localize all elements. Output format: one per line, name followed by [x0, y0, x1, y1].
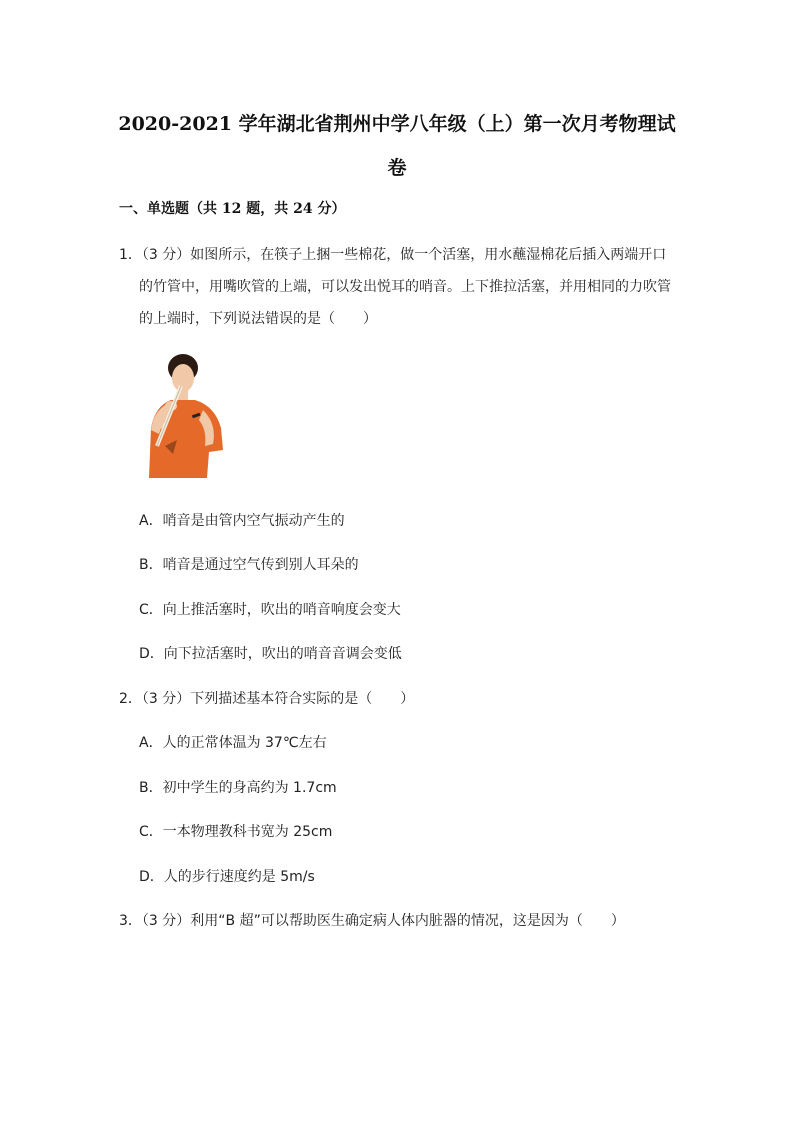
question-2-option-d: D．人的步行速度约是 5m/s [139, 869, 315, 885]
question-2-option-a: A．人的正常体温为 37℃左右 [139, 735, 327, 751]
question-1-option-a: A．哨音是由管内空气振动产生的 [139, 513, 345, 529]
question-2-option-b: B．初中学生的身高约为 1.7cm [139, 780, 337, 796]
question-1-option-b: B．哨音是通过空气传到别人耳朵的 [139, 557, 359, 573]
question-1-line-2: 的竹管中，用嘴吹管的上端，可以发出悦耳的哨音。上下推拉活塞，并用相同的力吹管 [139, 279, 671, 295]
question-1-line-3: 的上端时，下列说法错误的是（ ） [139, 311, 377, 327]
question-1-figure [137, 350, 227, 480]
page-title [0, 104, 794, 188]
question-2-option-c: C．一本物理教科书宽为 25cm [139, 824, 333, 840]
question-1-option-c: C．向上推活塞时，吹出的哨音响度会变大 [139, 602, 401, 618]
question-3-line-1: 3．（3 分）利用“B 超”可以帮助医生确定病人体内脏器的情况，这是因为（ ） [119, 913, 625, 929]
woman-playing-pipe-illustration [137, 350, 227, 480]
title-line-2: 卷 [387, 157, 407, 179]
section-heading: 一、单选题（共 12 题，共 24 分） [119, 201, 346, 217]
title-line-1: 2020-2021 学年湖北省荆州中学八年级（上）第一次月考物理试 [118, 113, 676, 135]
question-1-option-d: D．向下拉活塞时，吹出的哨音音调会变低 [139, 646, 402, 662]
question-2-line-1: 2．（3 分）下列描述基本符合实际的是（ ） [119, 691, 415, 707]
question-1-line-1: 1．（3 分）如图所示，在筷子上捆一些棉花，做一个活塞，用水蘸湿棉花后插入两端开口 [119, 247, 667, 263]
